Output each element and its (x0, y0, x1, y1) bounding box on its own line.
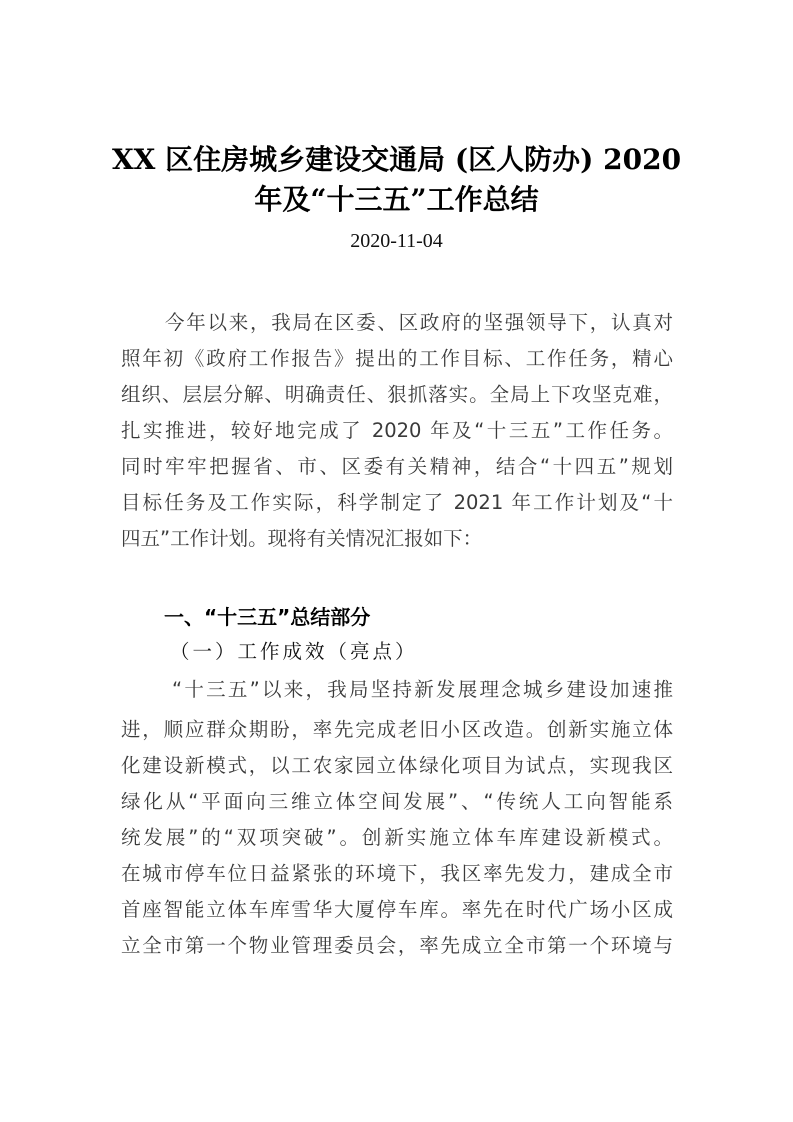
section-paragraph-line: 化建设新模式，以工农家园立体绿化项目为试点，实现我区 (121, 754, 673, 777)
intro-paragraph-line: 照年初《政府工作报告》提出的工作目标、工作任务，精心 (121, 347, 673, 370)
intro-paragraph-line: 四五”工作计划。现将有关情况汇报如下： (121, 527, 483, 550)
section-heading: 一、“十三五”总结部分 (164, 605, 371, 629)
intro-paragraph-line: 同时牢牢把握省、市、区委有关精神，结合“十四五”规划 (121, 455, 673, 478)
intro-paragraph-line: 目标任务及工作实际，科学制定了 2021 年工作计划及“十 (121, 491, 673, 514)
subsection-heading: （一）工作成效（亮点） (170, 640, 418, 663)
section-paragraph-line: 进，顺应群众期盼，率先完成老旧小区改造。创新实施立体 (121, 718, 673, 741)
section-paragraph-line: 统发展”的“双项突破”。创新实施立体车库建设新模式。 (121, 826, 673, 849)
intro-paragraph-line: 今年以来，我局在区委、区政府的坚强领导下，认真对 (165, 311, 673, 334)
document-title-line-2: 年及“十三五”工作总结 (254, 183, 539, 216)
document-date: 2020-11-04 (350, 230, 443, 252)
section-paragraph-line: 在城市停车位日益紧张的环境下，我区率先发力，建成全市 (121, 862, 673, 885)
intro-paragraph-line: 扎实推进，较好地完成了 2020 年及“十三五”工作任务。 (121, 419, 673, 442)
section-paragraph-line: 绿化从“平面向三维立体空间发展”、“传统人工向智能系 (121, 790, 673, 813)
section-paragraph-line: 首座智能立体车库雪华大厦停车库。率先在时代广场小区成 (121, 898, 673, 921)
document-title-line-1: XX 区住房城乡建设交通局 (区人防办) 2020 (111, 143, 682, 176)
intro-paragraph-line: 组织、层层分解、明确责任、狠抓落实。全局上下攻坚克难， (121, 383, 673, 406)
section-paragraph-line: 立全市第一个物业管理委员会，率先成立全市第一个环境与 (121, 934, 673, 957)
section-paragraph-line: “十三五”以来，我局坚持新发展理念城乡建设加速推 (172, 678, 673, 701)
